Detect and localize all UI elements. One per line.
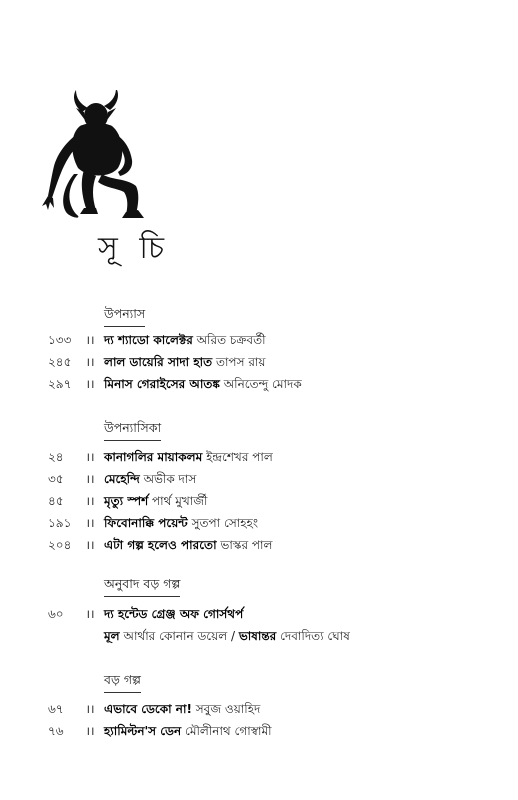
author-name: অনিতেন্দু মোদক bbox=[223, 377, 302, 391]
author-name: পার্থ মুখার্জী bbox=[152, 494, 208, 508]
page-number: ৬৭ bbox=[48, 702, 64, 716]
section-heading-novels: উপন্যাস bbox=[104, 306, 145, 327]
story-title: মৃত্যু স্পর্শ bbox=[104, 494, 149, 508]
page-number: ২৪৫ bbox=[48, 355, 72, 369]
credit-divider: / bbox=[230, 629, 236, 643]
separator: ।। bbox=[85, 333, 95, 347]
separator: ।। bbox=[85, 724, 95, 738]
translator-name: দেবাদিত্য ঘোষ bbox=[280, 629, 350, 643]
page-number: ২০৪ bbox=[48, 538, 72, 552]
author-name: ইন্দ্রশেখর পাল bbox=[206, 450, 273, 464]
author-name: অভীক দাস bbox=[143, 472, 197, 486]
page-number: ৭৬ bbox=[48, 724, 64, 738]
story-title: দ্য শ্যাডো কালেক্টর bbox=[104, 333, 193, 347]
translation-credits bbox=[104, 627, 350, 645]
story-title: কানাগলির মায়াকলম bbox=[104, 450, 203, 464]
story-title: এভাবে ডেকো না! bbox=[104, 702, 192, 716]
page-number: ৬০ bbox=[48, 607, 64, 621]
demon-illustration bbox=[40, 90, 152, 220]
separator: ।। bbox=[85, 450, 95, 464]
separator: ।। bbox=[85, 538, 95, 552]
section-heading-novellas: উপন্যাসিকা bbox=[104, 420, 161, 441]
separator: ।। bbox=[85, 355, 95, 369]
story-title: দ্য হন্টেড গ্রেঞ্জ অফ গোর্সথর্প bbox=[104, 607, 244, 621]
page-number: ২৯৭ bbox=[48, 377, 72, 391]
section-heading-translated-long-stories: অনুবাদ বড় গল্প bbox=[104, 576, 180, 597]
page-number: ১৩৩ bbox=[48, 333, 72, 347]
author-name: মৌলীনাথ গোস্বামী bbox=[184, 724, 272, 738]
story-title: মিনাস গেরাইসের আতঙ্ক bbox=[104, 377, 220, 391]
author-name: তাপস রায় bbox=[215, 355, 266, 369]
toc-entry[interactable] bbox=[0, 605, 518, 623]
author-name: সুতপা সোহহং bbox=[191, 516, 258, 530]
original-label: মূল bbox=[104, 629, 120, 643]
toc-entry[interactable] bbox=[0, 492, 518, 510]
toc-entry[interactable] bbox=[0, 536, 518, 554]
section-heading-long-stories: বড় গল্প bbox=[104, 672, 141, 693]
story-title: এটা গল্প হলেও পারতো bbox=[104, 538, 217, 552]
page-number: ৪৫ bbox=[48, 494, 64, 508]
separator: ।। bbox=[85, 516, 95, 530]
toc-entry[interactable] bbox=[0, 331, 518, 349]
author-name: অরিত চক্রবর্তী bbox=[196, 333, 266, 347]
toc-entry[interactable] bbox=[0, 353, 518, 371]
toc-entry[interactable] bbox=[0, 448, 518, 466]
separator: ।। bbox=[85, 607, 95, 621]
separator: ।। bbox=[85, 472, 95, 486]
story-title: হ্যামিল্টন'স ডেন bbox=[104, 724, 182, 738]
page-number: ৩৫ bbox=[48, 472, 64, 486]
toc-entry[interactable] bbox=[0, 514, 518, 532]
separator: ।। bbox=[85, 377, 95, 391]
page-title: সূ চি bbox=[98, 231, 171, 266]
toc-entry[interactable] bbox=[0, 700, 518, 718]
page-number: ১৯১ bbox=[48, 516, 72, 530]
original-author: আর্থার কোনান ডয়েল bbox=[123, 629, 228, 643]
author-name: সবুজ ওয়াহিদ bbox=[195, 702, 261, 716]
separator: ।। bbox=[85, 494, 95, 508]
toc-entry[interactable] bbox=[0, 375, 518, 393]
separator: ।। bbox=[85, 702, 95, 716]
toc-entry[interactable] bbox=[0, 470, 518, 488]
story-title: লাল ডায়েরি সাদা হাত bbox=[104, 355, 213, 369]
page-number: ২৪ bbox=[48, 450, 64, 464]
author-name: ভাস্কর পাল bbox=[220, 538, 273, 552]
toc-entry[interactable] bbox=[0, 722, 518, 740]
story-title: মেহেন্দি bbox=[104, 472, 140, 486]
translation-label: ভাষান্তর bbox=[238, 629, 277, 643]
story-title: ফিবোনাক্কি পয়েন্ট bbox=[104, 516, 188, 530]
